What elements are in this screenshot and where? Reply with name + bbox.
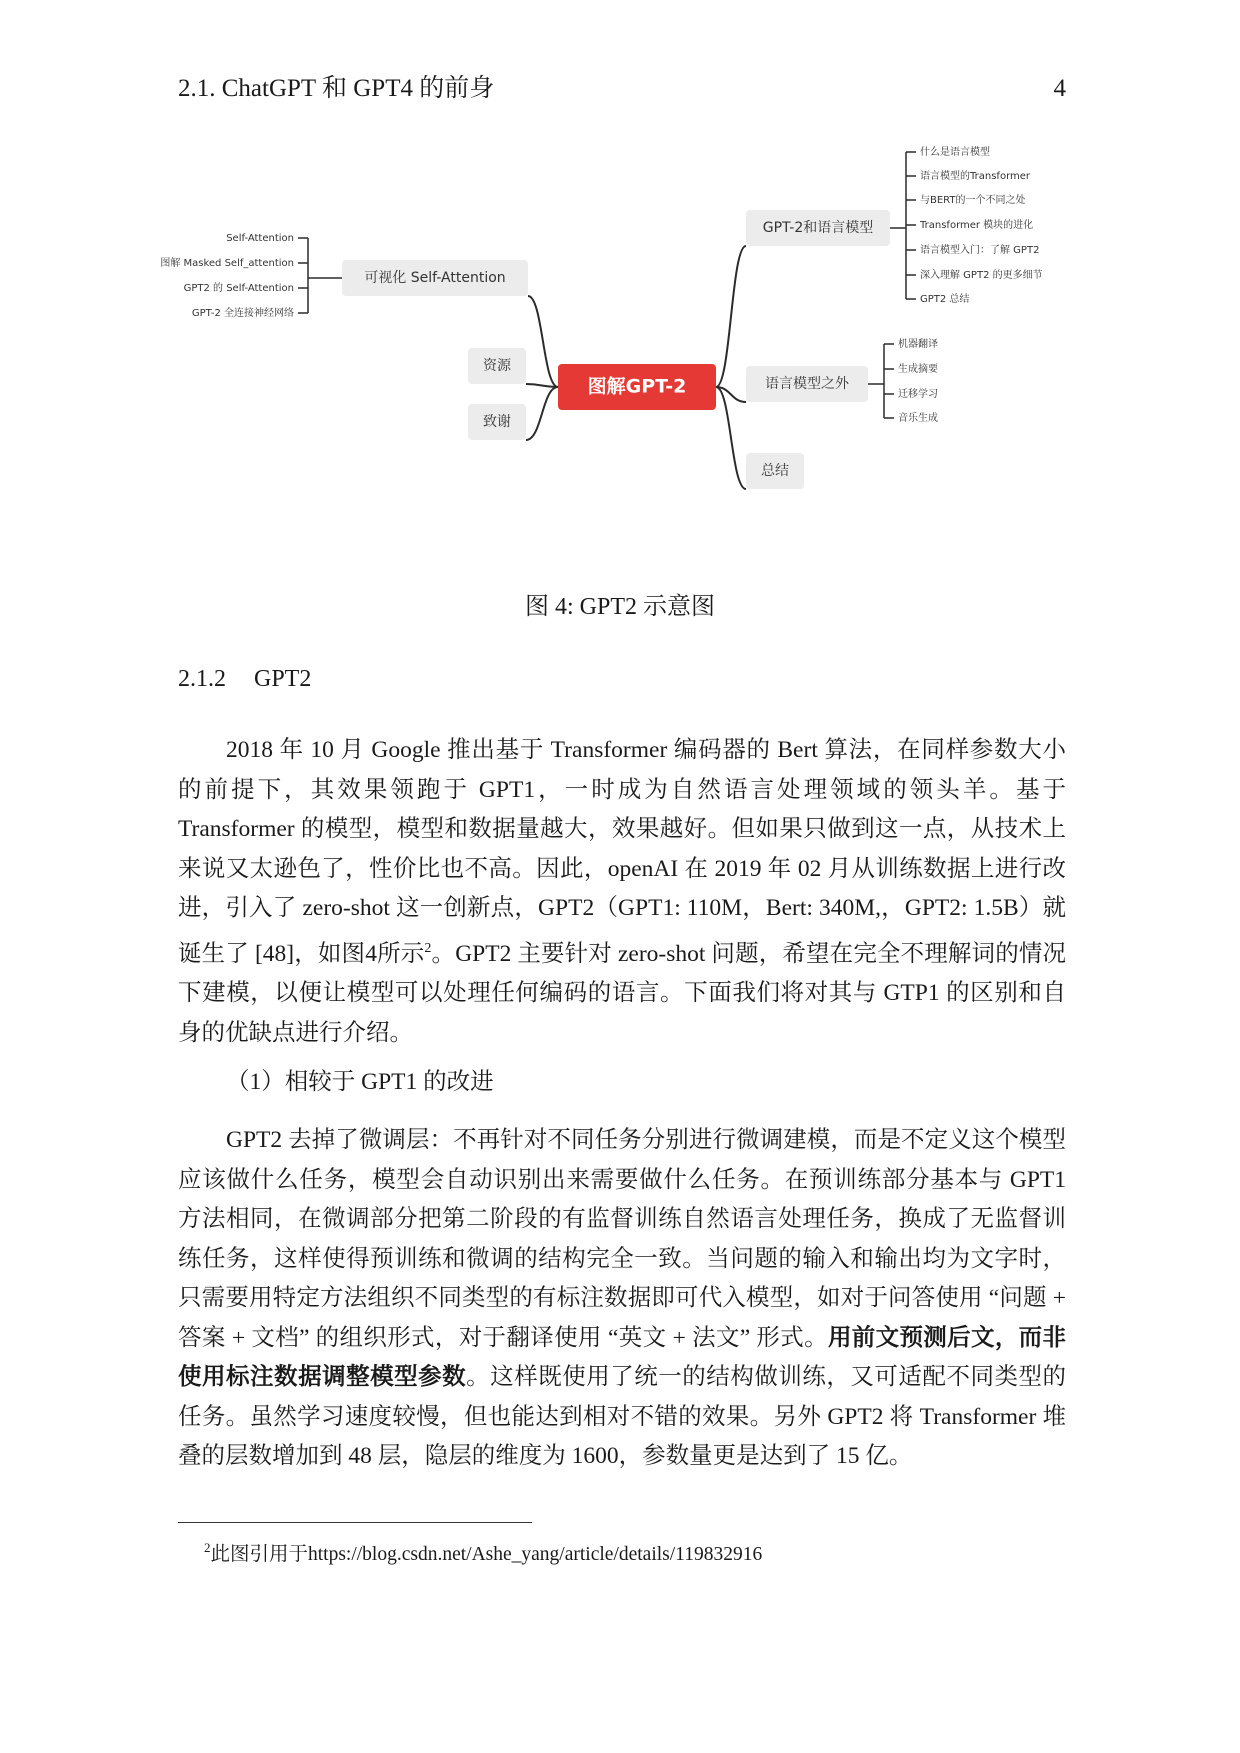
footnote-mark: 2 — [204, 1540, 211, 1555]
paragraph-1-text: 2018 年 10 月 Google 推出基于 Transformer 编码器的 Bert 算法，在同样参数大小的前提下，其效果领跑于 GPT1，一时成为自然语言处理领域的领头羊。基于 Transformer 的模型，模型和数据量越大，效果越好。但如果只做到这一点，从技术上来说又太逊色了，性价比也不高。因此，openAI 在 2019 年 02 月从训练数据上进行改进，引入了 zero-shot 这一创新点，GPT2（GPT1: 110M，Bert: 340M,，GPT2: 1.5B）就诞生了 [48]，如图4所示 — [178, 737, 1066, 967]
connector-line — [528, 296, 558, 387]
footnote — [204, 1535, 762, 1568]
mindmap-leaf-label: GPT2 的 Self-Attention — [183, 283, 294, 294]
connector-line — [526, 387, 558, 440]
mindmap-leaf-label: GPT-2 全连接神经网络 — [191, 308, 294, 319]
mindmap-leaf-label: 迁移学习 — [898, 389, 938, 400]
paragraph-2-bold-text: 用前文预测后文，而非使用标注数据调整模型参数 — [178, 1324, 1067, 1390]
footnote-reference: 2 — [424, 940, 432, 956]
mindmap-branch-label: 资源 — [483, 358, 511, 374]
mindmap-branch-label: 致谢 — [483, 414, 511, 430]
mindmap-leaf-label: 语言模型的Transformer — [920, 171, 1031, 182]
mindmap-branch-label: 可视化 Self-Attention — [364, 270, 506, 286]
page-number: 4 — [1053, 75, 1066, 102]
section-title: GPT2 — [254, 666, 312, 692]
mindmap-leaf-label: 语言模型入门：了解 GPT2 — [920, 245, 1040, 256]
gpt2-mindmap-figure — [160, 147, 1078, 570]
mindmap-branch-label: GPT-2和语言模型 — [762, 220, 874, 236]
mindmap-leaf-label: 生成摘要 — [898, 364, 938, 375]
mindmap-leaf-label: 深入理解 GPT2 的更多细节 — [920, 270, 1043, 281]
section-number: 2.1.2 — [178, 666, 226, 692]
figure-caption: 图 4: GPT2 示意图 — [524, 594, 715, 620]
running-header-title: 2.1. ChatGPT 和 GPT4 的前身 — [178, 75, 495, 102]
mindmap-leaf-label: 什么是语言模型 — [920, 147, 990, 158]
mindmap-leaf-label: 音乐生成 — [898, 413, 938, 424]
mindmap-branch-label: 总结 — [761, 463, 789, 479]
body-paragraph-1 — [178, 731, 1066, 1053]
mindmap-leaf-label: GPT2 总结 — [920, 294, 970, 305]
footnote-divider — [178, 1522, 532, 1523]
mindmap-leaf-label: 与BERT的一个不同之处 — [920, 195, 1026, 206]
mindmap-leaf-label: 图解 Masked Self_attention — [160, 258, 294, 269]
mindmap-center-label: 图解GPT-2 — [587, 375, 687, 398]
section-heading — [178, 664, 311, 694]
mindmap-leaf-label: Transformer 模块的进化 — [920, 220, 1034, 231]
mindmap-branch-label: 语言模型之外 — [765, 376, 849, 392]
paragraph-2-text-cont: 。这样既使用了统一的结构做训练，又可适配不同类型的任务。虽然学习速度较慢，但也能达到相对不错的效果。另外 GPT2 将 Transformer 堆叠的层数增加到 48 层，隐层的维度为 1600，参数量更是达到了 15 亿。 — [178, 1364, 1067, 1469]
paragraph-2-text: GPT2 去掉了微调层：不再针对不同任务分别进行微调建模，而是不定义这个模型应该做什么任务，模型会自动识别出来需要做什么任务。在预训练部分基本与 GPT1 方法相同，在微调部分把第二阶段的有监督训练自然语言处理任务，换成了无监督训练任务，这样使得预训练和微调的结构完全一致。当问题的输入和输出均为文字时，只需要用特定方法组织不同类型的有标注数据即可代入模型，如对于问答使用 “问题 + 答案 + 文档” 的组织形式，对于翻译使用 “英文 + 法文” 形式。 — [178, 1127, 1066, 1351]
connector-line — [716, 246, 746, 387]
footnote-text: 此图引用于https://blog.csdn.net/Ashe_yang/article/details/119832916 — [210, 1544, 763, 1565]
mindmap-leaf-label: 机器翻译 — [898, 339, 938, 350]
paragraph-1-text-cont: 。GPT2 主要针对 zero-shot 问题，希望在完全不理解词的情况下建模，以便让模型可以处理任何编码的语言。下面我们将对其与 GTP1 的区别和自身的优缺点进行介绍。 — [178, 940, 1066, 1046]
body-paragraph-2 — [178, 1121, 1066, 1477]
mindmap-leaf-label: Self-Attention — [226, 233, 294, 244]
subsection-heading: （1）相较于 GPT1 的改进 — [226, 1069, 494, 1095]
